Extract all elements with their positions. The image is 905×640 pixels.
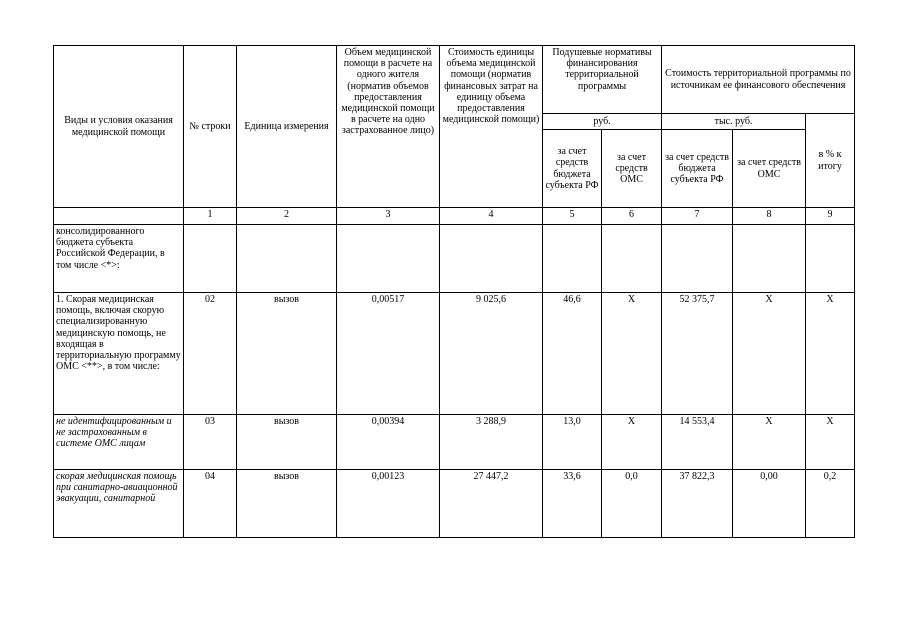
row-program-budget: 14 553,4 (662, 415, 733, 470)
row-volume: 0,00394 (337, 415, 440, 470)
row-number: 04 (184, 470, 237, 538)
row-percent: 0,2 (806, 470, 855, 538)
header-percapita-oms: за счет средств ОМС (602, 130, 662, 208)
row-volume: 0,00517 (337, 293, 440, 415)
col-number: 7 (662, 208, 733, 225)
row-percapita-budget: 33,6 (543, 470, 602, 538)
header-percapita-budget: за счет средств бюджета субъекта РФ (543, 130, 602, 208)
row-percapita-oms: 0,0 (602, 470, 662, 538)
row-unit (237, 225, 337, 293)
row-percent (806, 225, 855, 293)
header-rub: руб. (543, 114, 662, 130)
col-number: 2 (237, 208, 337, 225)
row-percent: X (806, 415, 855, 470)
col-number: 1 (184, 208, 237, 225)
row-program-budget: 52 375,7 (662, 293, 733, 415)
row-cost (440, 225, 543, 293)
row-number (184, 225, 237, 293)
header-percent: в % к итогу (806, 114, 855, 208)
row-name: 1. Скорая медицинская помощь, включая скорую специализированную медицинскую помощь, не входящая в территориальную программу ОМС <**>, в том числе: (54, 293, 184, 415)
row-percapita-oms (602, 225, 662, 293)
header-percapita: Подушевые нормативы финансирования территориальной программы (543, 46, 662, 114)
col-number: 3 (337, 208, 440, 225)
column-numbers-row (54, 208, 855, 225)
row-unit: вызов (237, 293, 337, 415)
row-number: 02 (184, 293, 237, 415)
row-name: не идентифицированным и не застрахованным в системе ОМС лицам (54, 415, 184, 470)
header-unit: Единица измерения (237, 46, 337, 208)
col-number: 5 (543, 208, 602, 225)
row-number: 03 (184, 415, 237, 470)
col-number: 6 (602, 208, 662, 225)
row-program-oms: 0,00 (733, 470, 806, 538)
row-name: консолидированного бюджета субъекта Российской Федерации, в том числе <*>: (54, 225, 184, 293)
col-number: 9 (806, 208, 855, 225)
row-program-oms: X (733, 415, 806, 470)
table-row (54, 470, 855, 538)
row-volume (337, 225, 440, 293)
col-number-empty (54, 208, 184, 225)
row-cost: 9 025,6 (440, 293, 543, 415)
col-number: 8 (733, 208, 806, 225)
row-program-budget (662, 225, 733, 293)
medical-care-table (53, 45, 855, 538)
row-percapita-oms: X (602, 293, 662, 415)
header-types: Виды и условия оказания медицинской помощи (54, 46, 184, 208)
row-percapita-budget: 46,6 (543, 293, 602, 415)
header-program-cost: Стоимость территориальной программы по источникам ее финансового обеспечения (662, 46, 855, 114)
row-program-oms: X (733, 293, 806, 415)
row-percent: X (806, 293, 855, 415)
table-row (54, 225, 855, 293)
row-percapita-budget: 13,0 (543, 415, 602, 470)
col-number: 4 (440, 208, 543, 225)
row-volume: 0,00123 (337, 470, 440, 538)
row-unit: вызов (237, 470, 337, 538)
header-program-oms: за счет средств ОМС (733, 130, 806, 208)
table-row (54, 415, 855, 470)
header-cost: Стоимость единицы объема медицинской помощи (норматив финансовых затрат на единицу объема предоставления медицинской помощи) (440, 46, 543, 208)
header-volume: Объем медицинской помощи в расчете на одного жителя (норматив объемов предоставления медицинской помощи в расчете на одно застрахованное лицо) (337, 46, 440, 208)
row-unit: вызов (237, 415, 337, 470)
row-program-oms (733, 225, 806, 293)
row-cost: 3 288,9 (440, 415, 543, 470)
header-thous-rub: тыс. руб. (662, 114, 806, 130)
row-program-budget: 37 822,3 (662, 470, 733, 538)
header-row-number: № строки (184, 46, 237, 208)
row-name: скорая медицинская помощь при санитарно-авиационной эвакуации, санитарной (54, 470, 184, 538)
row-percapita-oms: X (602, 415, 662, 470)
row-percapita-budget (543, 225, 602, 293)
header-program-budget: за счет средств бюджета субъекта РФ (662, 130, 733, 208)
row-cost: 27 447,2 (440, 470, 543, 538)
table-row (54, 293, 855, 415)
